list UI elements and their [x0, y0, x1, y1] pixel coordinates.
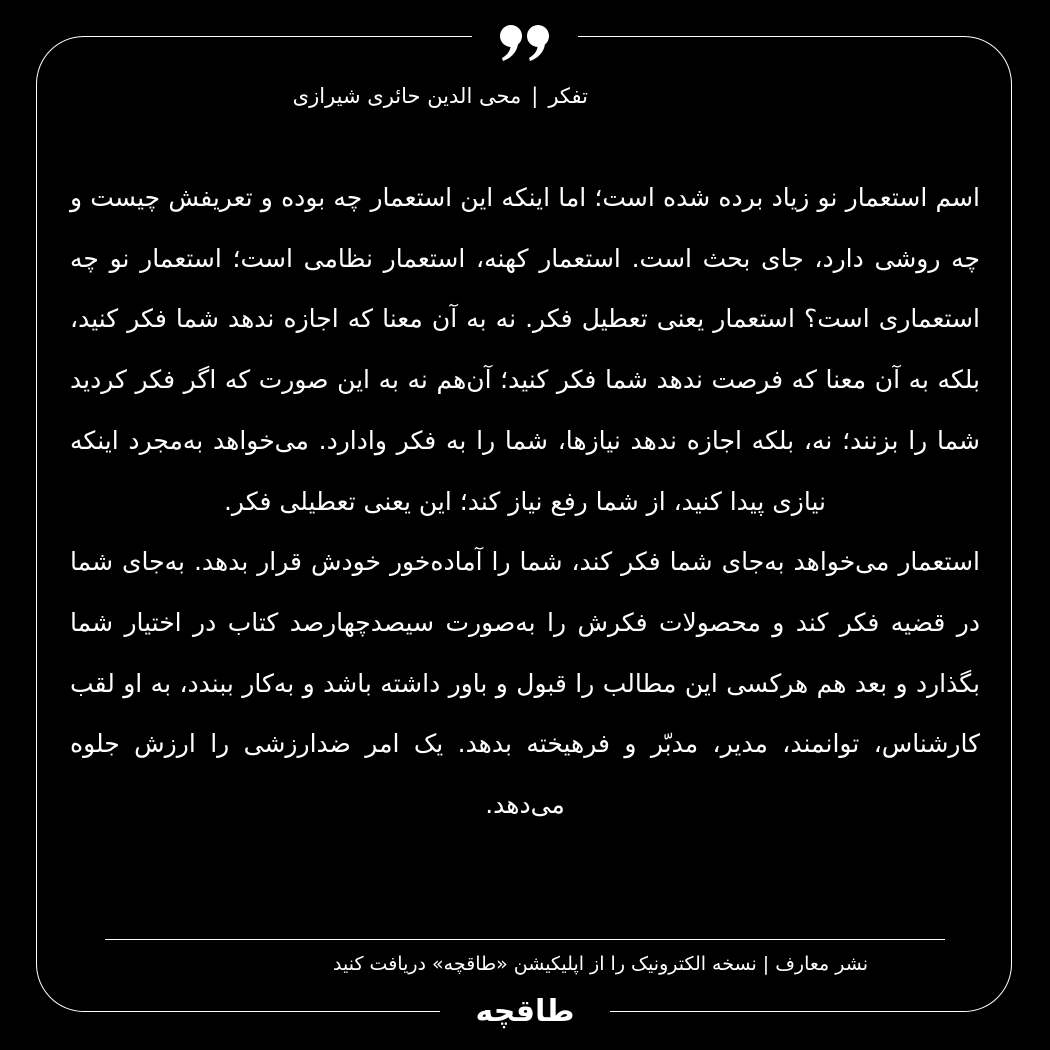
publisher-note: نشر معارف | نسخه الکترونیک را از اپلیکیشن «طاقچه» دریافت کنید: [333, 953, 868, 975]
header: [200, 80, 588, 112]
taaghche-logo: طاقچه: [475, 994, 575, 1029]
header-separator: |: [531, 84, 539, 108]
footer-divider: [105, 939, 945, 940]
topic-label: تفکر: [548, 84, 588, 108]
paragraph-2: استعمار می‌خواهد به‌جای شما فکر کند، شما را آماده‌خور خودش قرار بدهد. به‌جای شما در قضیه فکر کند و محصولات فکرش را به‌صورت سیصدچهارصد کتاب در اختیار شما بگذارد و بعد هم هرکسی این مطالب را قبول و باور داشته باشد و به‌کار ببندد، به او لقب کارشناس، توانمند، مدیر، مدبّر و فرهیخته بدهد. یک امر ضدارزشی را ارزش جلوه می‌دهد.: [70, 547, 980, 820]
author-name: محی الدین حائری شیرازی: [292, 84, 522, 108]
paragraph-1: اسم استعمار نو زیاد برده شده است؛ اما اینکه این استعمار چه بوده و تعریفش چیست و چه روشی دارد، جای بحث است. استعمار کهنه، استعمار نظامی است؛ استعمار نو چه استعماری است؟ استعمار یعنی تعطیل فکر. نه به آن معنا که اجازه ندهد شما فکر کنید، بلکه به آن معنا که فرصت ندهد شما فکر کنید؛ آن‌هم نه به این صورت که اگر فکر کردید شما را بزنند؛ نه، بلکه اجازه ندهد نیازها، شما را به فکر وادارد. می‌خواهد به‌مجرد اینکه نیازی پیدا کنید، از شما رفع نیاز کند؛ این یعنی تعطیلی فکر.: [70, 183, 980, 516]
quote-body: [70, 168, 980, 836]
quotation-mark-icon: [498, 24, 552, 62]
